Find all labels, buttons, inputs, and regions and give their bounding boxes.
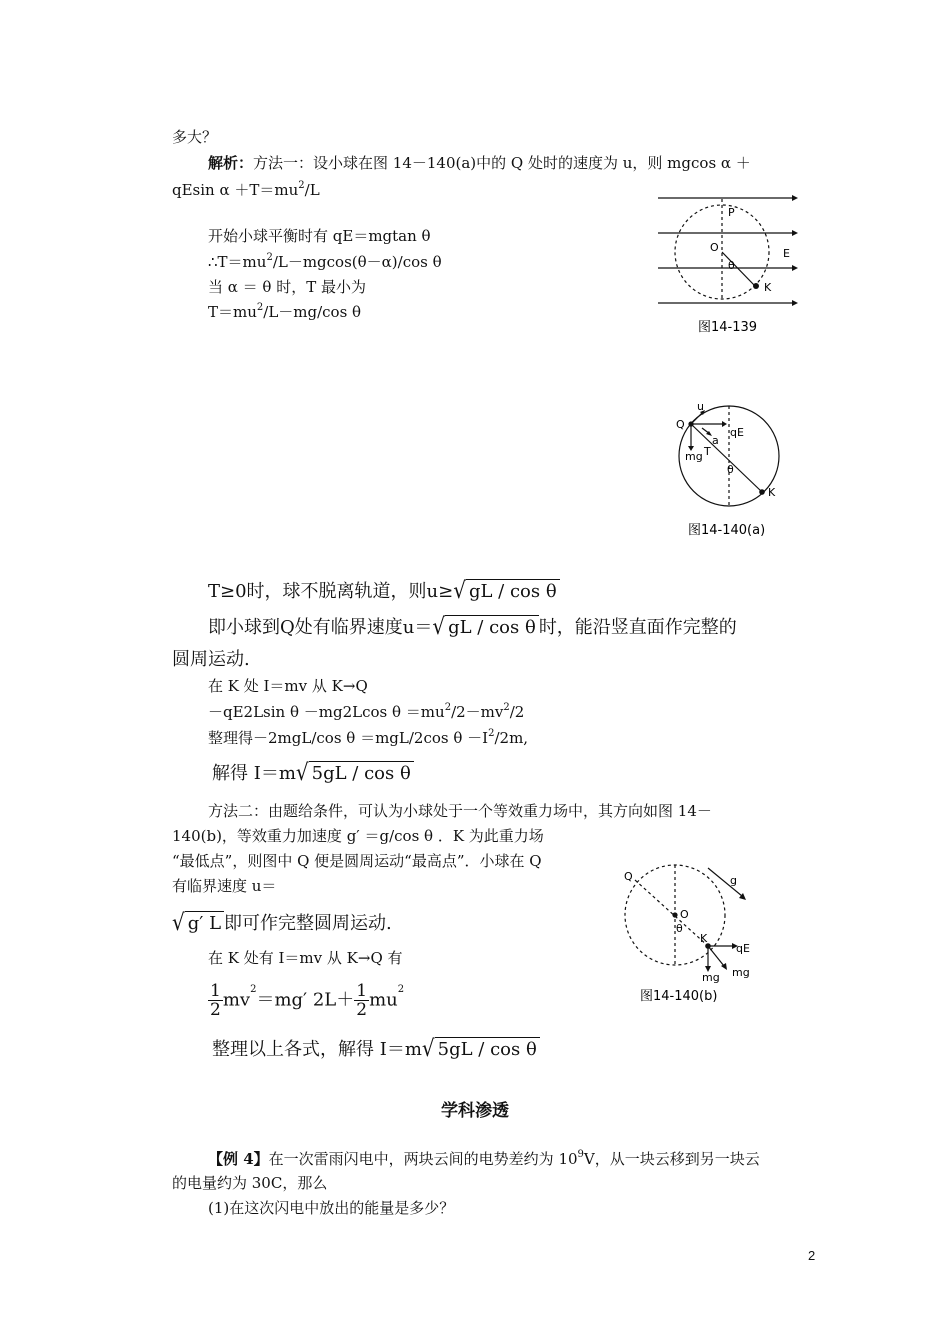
text-line xyxy=(212,1036,540,1062)
label-mg: mg xyxy=(732,966,750,979)
label-mg: mg xyxy=(702,971,720,984)
text-span: V，从一块云移到另一块云 xyxy=(583,1150,760,1168)
text-span: T＝mu xyxy=(208,303,257,321)
text-span: 整理以上各式，解得 I＝m xyxy=(212,1039,422,1060)
label-g: g xyxy=(730,874,737,887)
text-span: 整理得－2mgL/cos θ ＝mgL/2cos θ －I xyxy=(208,729,489,747)
figure-14-140a xyxy=(670,398,790,543)
label-Q: Q xyxy=(624,870,633,883)
text-line xyxy=(208,728,528,748)
text-line xyxy=(208,153,751,173)
sqrt-expression: √ gL / cos θ xyxy=(453,578,559,604)
superscript: 2 xyxy=(503,702,510,713)
text-line: 圆周运动. xyxy=(172,649,250,670)
text-line xyxy=(208,302,361,322)
text-line: 多大？ xyxy=(172,128,218,146)
label-theta: θ xyxy=(727,463,734,476)
label-K: K xyxy=(700,932,708,945)
superscript: 9 xyxy=(577,1149,584,1160)
label-u: u xyxy=(697,400,704,413)
fraction: $\frac{1}{2}$ xyxy=(210,981,221,1020)
radicand: g′ L xyxy=(185,911,224,936)
sqrt-expression: √ g′ L xyxy=(172,910,224,936)
text-line xyxy=(208,614,737,640)
label-theta: θ xyxy=(676,922,683,935)
label-Q: Q xyxy=(676,418,685,431)
text-span: mv xyxy=(222,989,251,1011)
text-span: 方法一：设小球在图 14－140(a)中的 Q 处时的速度为 u，则 mgcos α ＋ xyxy=(253,154,751,172)
text-line: 140(b)，等效重力加速度 g′ ＝g/cos θ ．K 为此重力场 xyxy=(172,827,544,845)
label-mg: mg xyxy=(685,450,703,463)
label-T: T xyxy=(704,445,711,458)
radicand: 5gL / cos θ xyxy=(309,761,414,786)
superscript: 2 xyxy=(256,302,264,313)
text-span: qEsin α ＋T＝mu xyxy=(172,181,299,199)
text-span: /L－mg/cos θ xyxy=(263,303,362,321)
label-O: O xyxy=(680,908,689,921)
label-P: P xyxy=(728,206,735,219)
sqrt-expression: √ gL / cos θ xyxy=(432,614,538,640)
superscript: 2 xyxy=(444,702,452,713)
text-line xyxy=(172,180,320,200)
text-span: /L－mgcos(θ－α)/cos θ xyxy=(272,253,442,271)
text-line: 方法二：由题给条件，可认为小球处于一个等效重力场中，其方向如图 14－ xyxy=(208,802,712,820)
label-qE: qE xyxy=(736,942,750,955)
label-theta: θ xyxy=(728,259,735,272)
radicand: gL / cos θ xyxy=(466,579,560,604)
section-heading: 学科渗透 xyxy=(441,1101,509,1121)
text-span: ＝mg′ 2L＋ xyxy=(256,989,355,1011)
text-span: 时，能沿竖直面作完整的 xyxy=(538,617,737,638)
text-line: 在 K 处 I＝mv 从 K→Q xyxy=(208,677,368,695)
text-span: /2－mv xyxy=(451,703,504,721)
text-line: “最低点”，则图中 Q 便是圆周运动“最高点”．小球在 Q xyxy=(172,852,542,870)
text-line xyxy=(208,702,524,722)
text-span: 即小球到Q处有临界速度u＝ xyxy=(208,617,433,638)
text-span: 在一次雷雨闪电中，两块云间的电势差约为 10 xyxy=(268,1150,578,1168)
text-line: (1)在这次闪电中放出的能量是多少？ xyxy=(208,1199,455,1217)
text-line xyxy=(172,910,392,936)
figure-caption: 图14-139 xyxy=(698,320,758,335)
text-span: /2m, xyxy=(494,729,529,747)
page-number: 2 xyxy=(808,1248,816,1263)
label-K: K xyxy=(768,486,776,499)
text-line: 在 K 处有 I＝mv 从 K→Q 有 xyxy=(208,949,403,967)
label-E: E xyxy=(783,247,790,260)
text-line: 开始小球平衡时有 qE＝mgtan θ xyxy=(208,227,431,245)
radicand: gL / cos θ xyxy=(445,615,539,640)
equation-line xyxy=(208,982,404,1019)
superscript: 2 xyxy=(266,252,273,263)
text-span: T≥0时，球不脱离轨道，则u≥ xyxy=(208,581,454,602)
text-line: 当 α ＝ θ 时，T 最小为 xyxy=(208,278,367,296)
text-line: 有临界速度 u＝ xyxy=(172,877,277,895)
bold-label: 解析： xyxy=(208,154,254,172)
superscript: 2 xyxy=(298,180,305,191)
superscript: 2 xyxy=(397,984,405,995)
text-span: /L xyxy=(304,181,320,199)
text-line: 的电量约为 30C，那么 xyxy=(172,1174,328,1192)
figure-caption: 图14-140(b) xyxy=(640,989,718,1004)
label-alpha: a xyxy=(712,434,719,447)
text-span: ∴T＝mu xyxy=(208,253,267,271)
example-label: 【例 4】 xyxy=(208,1150,269,1168)
text-line xyxy=(208,252,442,272)
text-line xyxy=(208,1149,760,1169)
text-line xyxy=(208,578,560,604)
figure-14-139 xyxy=(650,185,800,340)
text-line xyxy=(212,760,414,786)
radicand: 5gL / cos θ xyxy=(435,1037,540,1062)
text-span: 解得 I＝m xyxy=(212,763,296,784)
label-qE: qE xyxy=(730,426,744,439)
superscript: 2 xyxy=(250,984,257,995)
sqrt-expression: √ 5gL / cos θ xyxy=(296,760,414,786)
superscript: 2 xyxy=(488,728,495,739)
label-O: O xyxy=(710,241,719,254)
text-span: －qE2Lsin θ －mg2Lcos θ ＝mu xyxy=(208,703,445,721)
figure-caption: 图14-140(a) xyxy=(688,523,766,538)
text-span: mu xyxy=(369,989,398,1011)
sqrt-expression: √ 5gL / cos θ xyxy=(422,1036,540,1062)
label-K: K xyxy=(764,281,772,294)
text-span: /2 xyxy=(509,703,525,721)
fraction: $\frac{1}{2}$ xyxy=(356,981,368,1020)
figure-14-140b xyxy=(612,860,762,1010)
text-span: 即可作完整圆周运动. xyxy=(224,913,392,934)
